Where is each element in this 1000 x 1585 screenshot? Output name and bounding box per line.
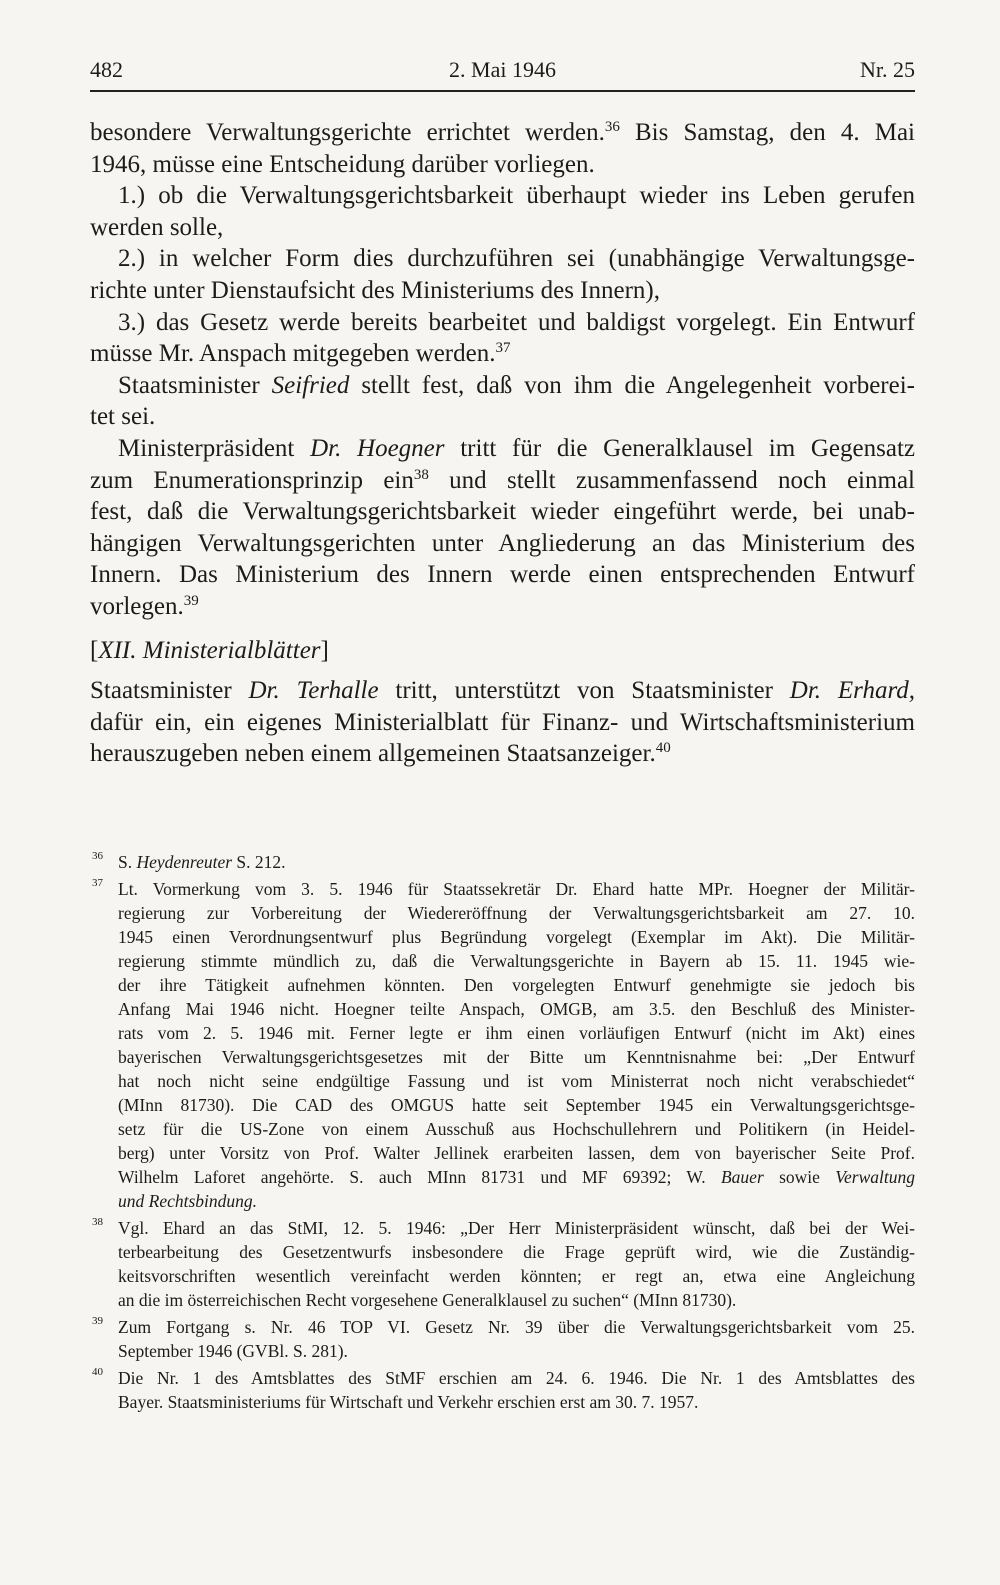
footnote-line bbox=[118, 997, 915, 1021]
footnote-line bbox=[118, 925, 915, 949]
footnote-line bbox=[118, 1264, 915, 1288]
paragraph bbox=[90, 180, 915, 243]
text-run: zum Enumerationsprinzip ein bbox=[90, 466, 414, 494]
footnote-line bbox=[118, 877, 915, 901]
footnote-reference: 40 bbox=[655, 740, 671, 757]
text-run: S. 212. bbox=[232, 852, 286, 872]
text-run: 1945 einen Verordnungsentwurf plus Begründung vorgelegt (Exemplar im Akt). Die Militär- bbox=[118, 927, 915, 947]
text-run: sowie bbox=[763, 1167, 836, 1187]
italic-text: Seifried bbox=[271, 371, 350, 399]
text-run: Wilhelm Laforet angehörte. S. auch MInn 81731 und MF 69392; W. bbox=[118, 1167, 721, 1187]
text-run: richte unter Dienstaufsicht des Ministeriums des Innern), bbox=[90, 276, 660, 304]
footnote-number: 39 bbox=[92, 1315, 103, 1327]
footnote-line bbox=[118, 1021, 915, 1045]
footnote-line bbox=[118, 1117, 915, 1141]
main-text bbox=[90, 117, 915, 770]
text-run: und stellt zusammenfassend noch einmal bbox=[428, 466, 915, 494]
italic-text: Dr. Terhalle bbox=[248, 677, 379, 705]
footnote-number: 37 bbox=[92, 877, 103, 889]
text-run: herauszugeben neben einem allgemeinen Staatsanzeiger. bbox=[90, 740, 656, 768]
text-run: bayerischen Verwaltungsgerichtsgesetzes mit der Bitte um Kenntnisnahme bei: „Der Entwurf bbox=[118, 1047, 915, 1067]
text-run: terbearbeitung des Gesetzentwurfs insbesondere die Frage geprüft wird, wie die Zuständig- bbox=[118, 1242, 915, 1262]
text-line bbox=[90, 591, 915, 623]
text-run: regierung zur Vorbereitung der Wiedereröffnung der Verwaltungsgerichtsbarkeit am 27. 10. bbox=[118, 903, 915, 923]
text-run: Zum Fortgang s. Nr. 46 TOP VI. Gesetz Nr. 39 über die Verwaltungsgerichtsbarkeit vom 25. bbox=[118, 1317, 915, 1337]
footnote-line bbox=[118, 1216, 915, 1240]
paragraph bbox=[90, 117, 915, 180]
text-run: 1.) ob die Verwaltungsgerichtsbarkeit überhaupt wieder ins Leben gerufen bbox=[118, 182, 915, 210]
footnote-line bbox=[118, 1189, 915, 1213]
footnote-line bbox=[118, 1093, 915, 1117]
text-run: ] bbox=[320, 636, 329, 664]
text-line bbox=[90, 180, 915, 212]
footnote-line bbox=[118, 949, 915, 973]
footnote-line bbox=[118, 1315, 915, 1339]
text-run: 1946, müsse eine Entscheidung darüber vorliegen. bbox=[90, 150, 595, 178]
text-line bbox=[90, 496, 915, 528]
text-run: tritt für die Generalklausel im Gegensatz bbox=[444, 434, 915, 462]
text-run: keitsvorschriften wesentlich vereinfacht werden könnten; er regt an, etwa eine Angleichung bbox=[118, 1266, 915, 1286]
footnote-reference: 38 bbox=[413, 466, 429, 483]
footnote-line bbox=[118, 1141, 915, 1165]
text-run: (MInn 81730). Die CAD des OMGUS hatte seit September 1945 ein Verwaltungsgerichtsge- bbox=[118, 1095, 915, 1115]
footnotes bbox=[90, 850, 915, 1417]
text-line bbox=[90, 212, 915, 244]
italic-text: XII. Ministerialblätter bbox=[98, 636, 321, 664]
paragraph bbox=[90, 675, 915, 770]
footnote-line bbox=[118, 1045, 915, 1069]
text-line bbox=[90, 338, 915, 370]
text-line bbox=[90, 675, 915, 707]
text-line bbox=[90, 433, 915, 465]
text-run: Staatsminister bbox=[118, 371, 272, 399]
text-run: [ bbox=[90, 636, 99, 664]
text-line bbox=[90, 738, 915, 770]
footnote-line bbox=[118, 1339, 915, 1363]
footnote-number: 40 bbox=[92, 1366, 103, 1378]
footnote-line bbox=[118, 1288, 915, 1312]
footnote-line bbox=[118, 1069, 915, 1093]
text-run: Innern. Das Ministerium des Innern werde einen entsprechenden Entwurf bbox=[90, 561, 915, 589]
paragraph bbox=[90, 370, 915, 433]
footnote bbox=[90, 877, 915, 1213]
running-header bbox=[90, 56, 915, 84]
footnote-line bbox=[118, 1165, 915, 1189]
footnote-line bbox=[118, 1240, 915, 1264]
text-line bbox=[90, 559, 915, 591]
paragraph bbox=[90, 307, 915, 370]
italic-text: Heydenreuter bbox=[136, 852, 233, 872]
text-line bbox=[90, 149, 915, 181]
text-run: berg) unter Vorsitz von Prof. Walter Jellinek erarbeiten lassen, dem von bayerischer Seite Prof. bbox=[118, 1143, 915, 1163]
text-run: tet sei. bbox=[90, 403, 156, 431]
text-run: Bis Samstag, den 4. Mai bbox=[619, 119, 915, 146]
text-run: Vgl. Ehard an das StMI, 12. 5. 1946: „Der Herr Ministerpräsident wünscht, daß bei der Wei- bbox=[118, 1218, 915, 1238]
text-line bbox=[90, 707, 915, 739]
text-run: 2.) in welcher Form dies durchzuführen sei (unabhängige Verwaltungsge- bbox=[118, 245, 915, 273]
text-run: Lt. Vormerkung vom 3. 5. 1946 für Staatssekretär Dr. Ehard hatte MPr. Hoegner der Militär- bbox=[118, 879, 915, 899]
header-rule bbox=[90, 90, 915, 92]
footnote-number: 38 bbox=[92, 1216, 103, 1228]
text-run: dafür ein, ein eigenes Ministerialblatt für Finanz- und Wirtschaftsministerium bbox=[90, 708, 915, 736]
footnote bbox=[90, 850, 915, 874]
text-run: besondere Verwaltungsgerichte errichtet werden. bbox=[90, 119, 605, 146]
text-run: an die im österreichischen Recht vorgesehene Generalklausel zu suchen“ (MInn 81730). bbox=[118, 1290, 737, 1310]
footnote-line bbox=[118, 1390, 915, 1414]
text-line bbox=[90, 370, 915, 402]
footnote-line bbox=[118, 973, 915, 997]
italic-text: Dr. Erhard, bbox=[789, 677, 915, 705]
italic-text: Verwaltung bbox=[835, 1167, 915, 1187]
text-run: tritt, unterstützt von Staatsminister bbox=[378, 677, 790, 705]
text-line bbox=[90, 635, 915, 667]
text-run: vorlegen. bbox=[90, 592, 184, 620]
text-line bbox=[90, 117, 915, 149]
footnote-reference: 39 bbox=[183, 592, 199, 609]
text-run: fest, daß die Verwaltungsgerichtsbarkeit wieder eingeführt werde, bei unab- bbox=[90, 498, 915, 526]
footnote bbox=[90, 1216, 915, 1312]
text-run: hängigen Verwaltungsgerichten unter Angliederung an das Ministerium des bbox=[90, 529, 915, 557]
footnote-line bbox=[118, 1366, 915, 1390]
paragraph bbox=[90, 433, 915, 623]
text-line bbox=[90, 275, 915, 307]
text-line bbox=[90, 307, 915, 339]
text-run: Ministerpräsident bbox=[118, 434, 311, 462]
text-run: Die Nr. 1 des Amtsblattes des StMF erschien am 24. 6. 1946. Die Nr. 1 des Amtsblattes des bbox=[118, 1368, 915, 1388]
italic-text: Bauer bbox=[720, 1167, 764, 1187]
text-line bbox=[90, 243, 915, 275]
footnote-reference: 37 bbox=[495, 340, 511, 357]
paragraph bbox=[90, 243, 915, 306]
footnote bbox=[90, 1315, 915, 1363]
text-run: werden solle, bbox=[90, 213, 224, 241]
footnote-line bbox=[118, 901, 915, 925]
text-run: hat noch nicht seine endgültige Fassung und ist vom Ministerrat noch nicht verabschiedet“ bbox=[118, 1071, 915, 1091]
text-line bbox=[90, 528, 915, 560]
page-date: 2. Mai 1946 bbox=[449, 57, 556, 82]
page-number: 482 bbox=[90, 57, 123, 82]
text-run: September 1946 (GVBl. S. 281). bbox=[118, 1341, 348, 1361]
footnote-line bbox=[118, 850, 915, 874]
text-run: 3.) das Gesetz werde bereits bearbeitet und baldigst vorgelegt. Ein Entwurf bbox=[118, 308, 915, 336]
footnote-reference: 36 bbox=[604, 119, 620, 135]
text-line bbox=[90, 401, 915, 433]
footnote bbox=[90, 1366, 915, 1414]
text-run: S. bbox=[118, 852, 137, 872]
text-run: rats vom 2. 5. 1946 mit. Ferner legte er ihm einen vorläufigen Entwurf (nicht im Akt) eines bbox=[118, 1023, 915, 1043]
italic-text: und Rechtsbindung. bbox=[118, 1191, 258, 1211]
text-run: der ihre Tätigkeit aufnehmen könnten. Den vorgelegten Entwurf genehmigte sie jedoch bis bbox=[118, 975, 915, 995]
text-run: setz für die US-Zone von einem Ausschuß aus Hochschullehrern und Politikern (in Heidel- bbox=[118, 1119, 915, 1139]
text-run: Anfang Mai 1946 nicht. Hoegner teilte Anspach, OMGB, am 3.5. den Beschluß des Minister- bbox=[118, 999, 915, 1019]
issue-number: Nr. 25 bbox=[860, 57, 915, 82]
text-run: regierung stimmte mündlich zu, daß die Verwaltungsgerichte in Bayern ab 15. 11. 1945 wie- bbox=[118, 951, 915, 971]
text-run: stellt fest, daß von ihm die Angelegenheit vorberei- bbox=[349, 371, 915, 399]
text-run: Bayer. Staatsministeriums für Wirtschaft und Verkehr erschien erst am 30. 7. 1957. bbox=[118, 1392, 699, 1412]
section-heading bbox=[90, 635, 915, 667]
text-run: müsse Mr. Anspach mitgegeben werden. bbox=[90, 340, 496, 368]
footnote-number: 36 bbox=[92, 850, 103, 862]
text-line bbox=[90, 465, 915, 497]
text-run: Staatsminister bbox=[90, 677, 249, 705]
italic-text: Dr. Hoegner bbox=[310, 434, 445, 462]
